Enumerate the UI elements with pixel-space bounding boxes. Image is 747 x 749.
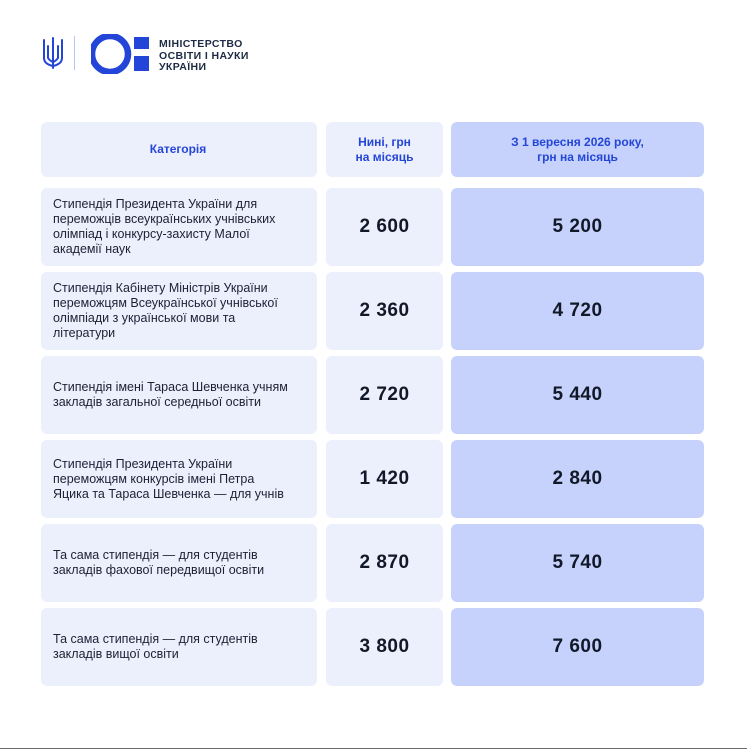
category-line: закладів вищої освіти	[53, 647, 179, 661]
current-amount: 2 600	[359, 216, 410, 237]
table-row-category	[41, 440, 317, 518]
category-text	[53, 380, 288, 410]
current-amount: 2 720	[359, 384, 410, 405]
new-amount-cell	[451, 524, 704, 602]
category-line: Стипендія Президента України	[53, 456, 233, 471]
new-amount-cell	[451, 188, 704, 266]
new-amount: 4 720	[552, 300, 603, 321]
column-header-text: З 1 вересня 2026 року,	[511, 134, 644, 149]
category-text	[53, 632, 258, 662]
current-amount: 2 360	[359, 300, 410, 321]
column-header-text: Нині, грн	[358, 134, 411, 149]
category-line: закладів загальної середньої освіти	[53, 395, 262, 409]
new-amount-cell	[451, 440, 704, 518]
category-text	[53, 281, 278, 341]
header-divider	[74, 36, 75, 70]
current-amount: 3 800	[359, 636, 410, 657]
ministry-header	[41, 34, 301, 74]
category-line: закладів фахової передвищої освіти	[53, 563, 265, 577]
category-line: Та сама стипендія — для студентів	[53, 548, 258, 562]
new-amount-cell	[451, 272, 704, 350]
current-amount-cell	[326, 440, 443, 518]
category-line: Стипендія Кабінету Міністрів України	[53, 281, 268, 295]
current-amount-cell	[326, 356, 443, 434]
ministry-logo-icon	[91, 34, 153, 74]
column-header-text: грн на місяць	[537, 149, 618, 164]
category-line: олімпіади з української мови та	[53, 311, 236, 325]
new-amount: 5 200	[552, 216, 603, 237]
column-header-text: Категорія	[149, 142, 207, 156]
category-text	[53, 548, 264, 578]
current-amount: 2 870	[359, 552, 410, 573]
category-line: Яцика та Тараса Шевченка — для учнів	[53, 486, 284, 501]
table-row-category	[41, 272, 317, 350]
column-header-new	[451, 122, 704, 177]
new-amount-cell	[451, 356, 704, 434]
current-amount-cell	[326, 188, 443, 266]
new-amount: 5 440	[552, 384, 603, 405]
category-line: олімпіад і конкурсу-захисту Малої	[53, 227, 250, 241]
ministry-name-line: УКРАЇНИ	[159, 61, 207, 73]
column-header-text: на місяць	[355, 149, 414, 164]
table-row-category	[41, 608, 317, 686]
category-line: Стипендія Президента України для	[53, 197, 258, 211]
category-line: Стипендія імені Тараса Шевченка учням	[53, 380, 288, 394]
category-text	[53, 197, 275, 257]
trident-emblem-icon	[41, 36, 65, 70]
category-line: літератури	[53, 326, 116, 340]
new-amount: 2 840	[552, 468, 603, 489]
ministry-name	[159, 39, 249, 74]
ministry-name-line: ОСВІТИ І НАУКИ	[159, 49, 249, 62]
category-line: переможців всеукраїнських учнівських	[53, 212, 276, 226]
table-row-category	[41, 188, 317, 266]
ministry-name-line: МІНІСТЕРСТВО	[159, 38, 243, 50]
new-amount-cell	[451, 608, 704, 686]
new-amount: 5 740	[552, 552, 603, 573]
current-amount: 1 420	[359, 468, 410, 489]
current-amount-cell	[326, 272, 443, 350]
category-line: переможцям Всеукраїнської учнівської	[53, 296, 278, 310]
table-row-category	[41, 356, 317, 434]
category-text	[53, 457, 284, 502]
category-line: Та сама стипендія — для студентів	[53, 632, 258, 646]
column-header-current	[326, 122, 443, 177]
table-row-category	[41, 524, 317, 602]
current-amount-cell	[326, 524, 443, 602]
new-amount: 7 600	[552, 636, 603, 657]
category-line: академії наук	[53, 242, 131, 256]
current-amount-cell	[326, 608, 443, 686]
category-line: переможцям конкурсів імені Петра	[53, 471, 255, 486]
column-header-category	[41, 122, 317, 177]
